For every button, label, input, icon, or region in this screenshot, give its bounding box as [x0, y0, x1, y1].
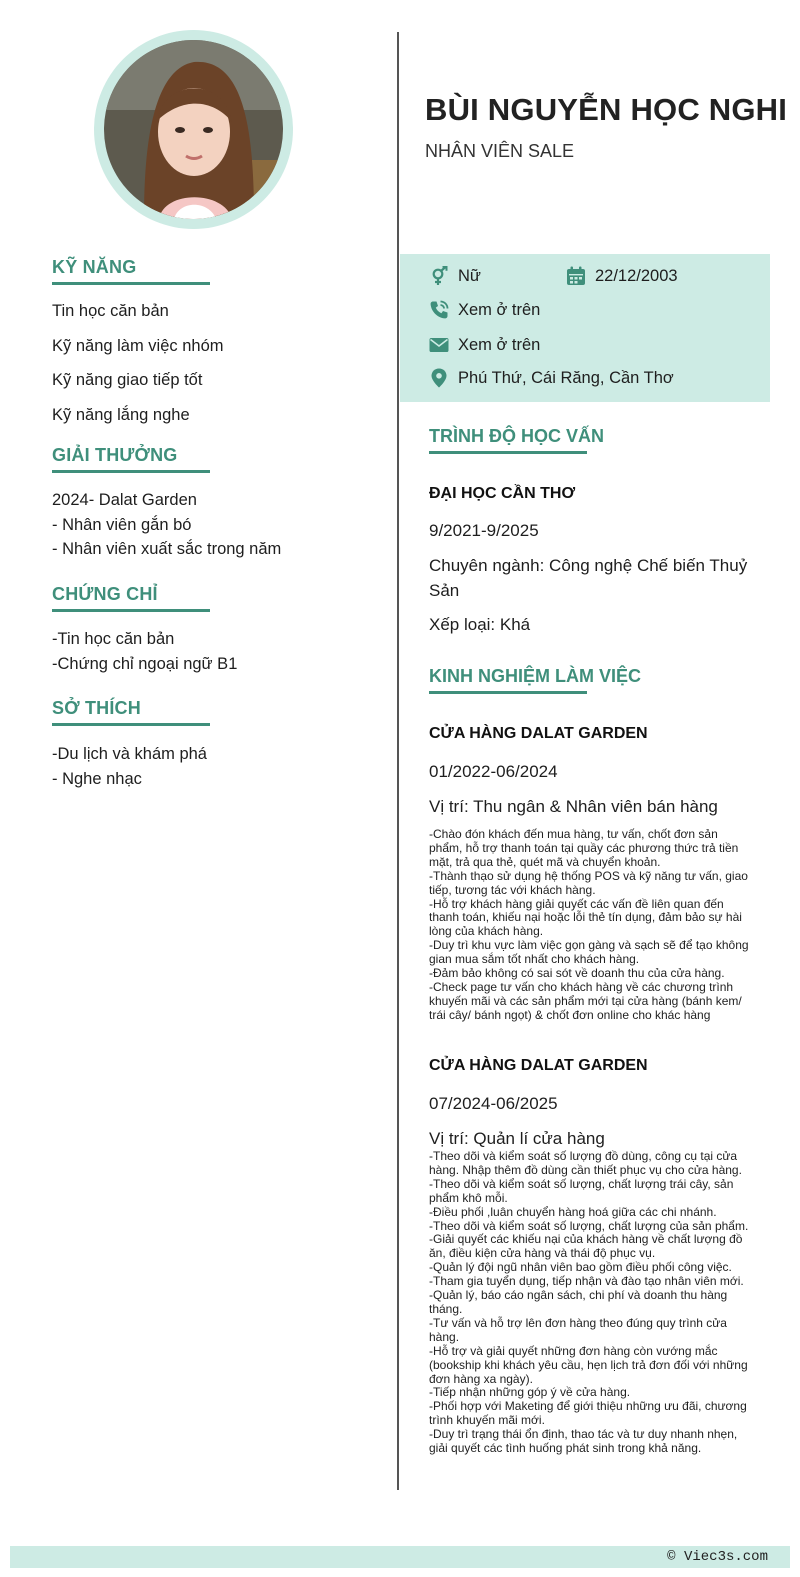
contact-panel: [400, 254, 770, 402]
hobby-item: - Nghe nhạc: [52, 769, 142, 788]
hobbies-list: [52, 742, 352, 791]
job-company: CỬA HÀNG DALAT GARDEN: [429, 725, 648, 742]
phone-icon: [429, 300, 449, 320]
skill-item: Kỹ năng lắng nghe: [52, 405, 190, 424]
award-item: 2024- Dalat Garden: [52, 491, 197, 509]
job-description: -Chào đón khách đến mua hàng, tư vấn, chốt đơn sản phẩm, hỗ trợ thanh toán tại quầy các phương thức trả tiền mặt, trả qua thẻ, quét mã và chuyển khoản. -Thành thạo sử dụng hệ thống POS và kỹ năng tư vấn, giao tiếp, tương tác với khách hàng. -Hỗ trợ khách hàng giải quyết các vấn đề liên quan đến thanh toán, khiếu nại hoặc lỗi thẻ tín dụng, đảm bảo sự hài lòng của khách hàng. -Duy trì khu vực làm việc gọn gàng và sạch sẽ để tạo không gian mua sắm tốt nhất cho khách hàng. -Đảm bảo không có sai sót về doanh thu của cửa hàng. -Check page tư vấn cho khách hàng về các chương trình khuyến mãi và các sản phẩm mới tại cửa hàng (bánh kem/ trái cây/ bánh ngọt) & chốt đơn online cho khác hàng: [429, 827, 749, 1022]
skill-item: Kỹ năng làm việc nhóm: [52, 336, 224, 355]
award-item: - Nhân viên xuất sắc trong năm: [52, 540, 282, 558]
gender-row: [429, 264, 481, 288]
awards-underline: [52, 470, 210, 473]
skills-title: KỸ NĂNG: [52, 257, 137, 277]
gender-icon: [429, 266, 449, 286]
certificate-item: -Chứng chỉ ngoại ngữ B1: [52, 654, 238, 673]
email-icon: [429, 335, 449, 355]
phone-value: Xem ở trên: [458, 300, 541, 319]
education-period: 9/2021-9/2025: [429, 521, 539, 540]
awards-title: GIẢI THƯỞNG: [52, 445, 178, 465]
education-major: Chuyên ngành: Công nghệ Chế biến Thuỷ Sản: [429, 556, 748, 600]
location-pin-icon: [429, 368, 449, 388]
job-description: -Theo dõi và kiểm soát số lượng đồ dùng, công cụ tại cửa hàng. Nhập thêm đồ dùng cần thiết phục vụ cho cửa hàng. -Theo dõi và kiểm soát số lượng, chất lượng trái cây, sản phẩm khô mỗi. -Điều phối ,luân chuyển hàng hoá giữa các chi nhánh. -Theo dõi và kiểm soát số lượng, chất lượng của sản phẩm. -Giải quyết các khiếu nại của khách hàng về chất lượng đồ ăn, điều kiện cửa hàng và thái độ phục vụ. -Quản lý đội ngũ nhân viên bao gồm điều phối công việc. -Tham gia tuyển dụng, tiếp nhận và đào tạo nhân viên mới. -Quản lý, báo cáo ngân sách, chi phí và doanh thu hàng tháng. -Tư vấn và hỗ trợ lên đơn hàng theo đúng quy trình cửa hàng. -Hỗ trợ và giải quyết những đơn hàng còn vướng mắc (bookship khi khách yêu cầu, hẹn lịch trả đơn đối với những đơn hàng xa ngày). -Tiếp nhận những góp ý về cửa hàng. -Phối hợp với Maketing để giới thiệu những ưu đãi, chương trình khuyến mãi mới. -Duy trì trạng thái ổn định, thao tác và tư duy nhanh nhẹn, giải quyết các tình huống phát sinh trong khả năng.: [429, 1149, 749, 1456]
awards-section: [52, 445, 352, 473]
hobby-item: -Du lịch và khám phá: [52, 745, 207, 763]
phone-row: [429, 298, 540, 322]
school-name: ĐẠI HỌC CẦN THƠ: [429, 485, 576, 502]
education-underline: [429, 451, 587, 454]
skill-item: Kỹ năng giao tiếp tốt: [52, 371, 203, 390]
calendar-icon: [566, 266, 586, 286]
certificate-item: -Tin học căn bản: [52, 630, 175, 648]
birthday-value: 22/12/2003: [595, 266, 678, 285]
certificates-list: [52, 627, 352, 676]
skills-section: [52, 257, 352, 285]
certificates-title: CHỨNG CHỈ: [52, 584, 158, 604]
hobbies-underline: [52, 723, 210, 726]
address-row: [429, 366, 674, 390]
skills-underline: [52, 282, 210, 285]
email-value: Xem ở trên: [458, 335, 541, 354]
job-period: 07/2024-06/2025: [429, 1094, 558, 1113]
column-divider: [397, 32, 399, 1490]
experience-title: KINH NGHIỆM LÀM VIỆC: [429, 666, 642, 686]
footer-credit: © Viec3s.com: [667, 1549, 768, 1565]
education-grade: Xếp loại: Khá: [429, 615, 531, 634]
experience-underline: [429, 691, 587, 694]
avatar-frame: [94, 30, 293, 229]
education-title: TRÌNH ĐỘ HỌC VẤN: [429, 426, 604, 446]
email-row: [429, 333, 540, 357]
hobbies-section: [52, 698, 352, 726]
job-period: 01/2022-06/2024: [429, 762, 558, 781]
job-position: Vị trí: Thu ngân & Nhân viên bán hàng: [429, 797, 718, 816]
candidate-name: BÙI NGUYỄN HỌC NGHI: [425, 92, 788, 127]
footer-bar: [10, 1546, 790, 1568]
education-section: [429, 426, 759, 454]
awards-list: [52, 488, 352, 562]
skills-list: [52, 299, 352, 427]
birthday-row: [566, 264, 678, 288]
hobbies-title: SỞ THÍCH: [52, 698, 141, 718]
avatar: [104, 40, 283, 219]
address-value: Phú Thứ, Cái Răng, Cần Thơ: [458, 368, 674, 387]
award-item: - Nhân viên gắn bó: [52, 515, 192, 534]
certificates-underline: [52, 609, 210, 612]
job-company: CỬA HÀNG DALAT GARDEN: [429, 1057, 648, 1074]
job-position: Vị trí: Quản lí cửa hàng: [429, 1129, 605, 1148]
skill-item: Tin học căn bản: [52, 302, 169, 320]
experience-section: [429, 666, 759, 694]
job-title: NHÂN VIÊN SALE: [425, 141, 575, 161]
certificates-section: [52, 584, 352, 612]
gender-value: Nữ: [458, 266, 481, 285]
